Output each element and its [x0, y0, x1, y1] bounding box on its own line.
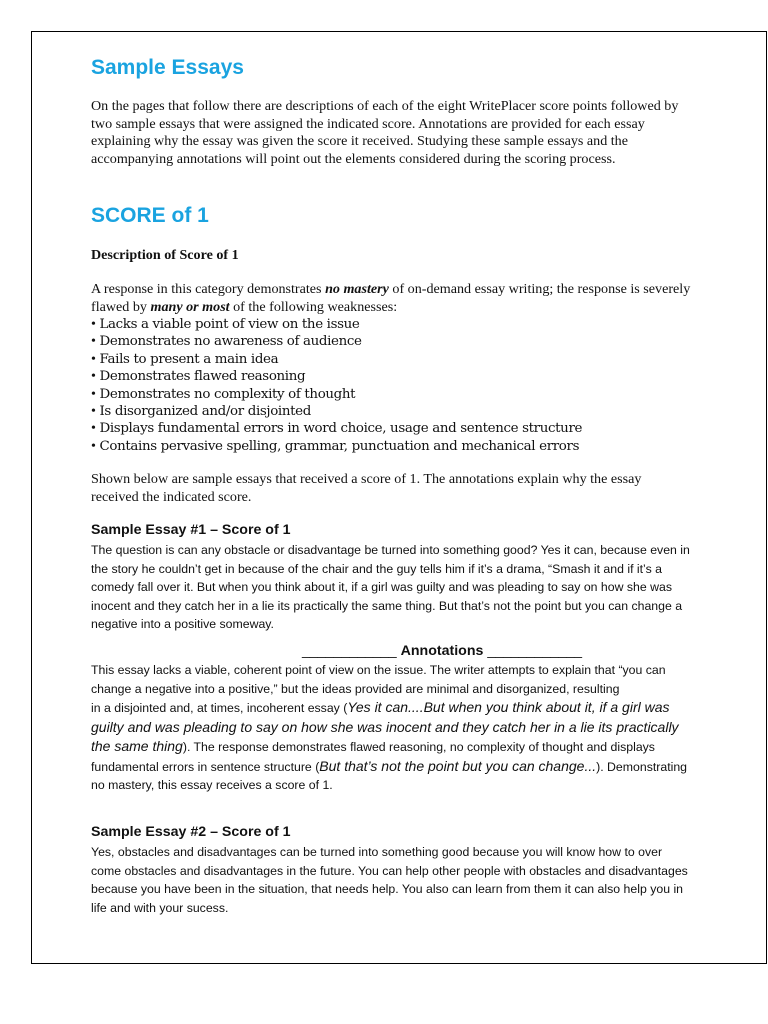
annotations-rule-right: ____________ [487, 643, 583, 659]
bullet-icon: • [91, 369, 96, 385]
annotations-label: Annotations [400, 643, 484, 659]
description-heading: Description of Score of 1 [91, 247, 239, 263]
annotations-rule-left: ____________ [302, 643, 397, 659]
description-emphasis-2: many or most [150, 298, 230, 315]
bullet-icon: • [91, 438, 96, 454]
document-page [31, 31, 767, 964]
shown-below-paragraph: Shown below are sample essays that received a score of 1. The annotations explain why the essay received the indicated score. [91, 471, 642, 505]
bullet-icon: • [91, 386, 96, 402]
annotation-text [91, 661, 691, 795]
page-title: Sample Essays [91, 56, 244, 79]
essay1-text: The question is can any obstacle or disadvantage be turned into something good? Yes it can, because even in the story he couldn’t get in because of the chair and the guy tells him if it’s a drama, “Smash it and if it’s a comedy fall over it. But when you think about it, if a girl was guilty and was pleading to say on how she was inocent and they catch her in a lie its practically the same thing. But that’s not the point but you can change a negative into a positive someway. [91, 543, 690, 631]
annotation-quote-1: Yes it can....But when you think about it, if a girl was guilty and was pleading to say on how she was inocent and they catch her in a lie its practically the same thing [91, 699, 679, 754]
annotations-title [302, 643, 582, 659]
annotation-paragraph-1: This essay lacks a viable, coherent point of view on the issue. The writer attempts to explain that “you can change a negative into a positive,” but the ideas provided are minimal and disorganized, resulting [91, 663, 666, 696]
list-item: • Is disorganized and/or disjointed [91, 404, 311, 420]
weakness-list [91, 316, 691, 455]
bullet-icon: • [91, 334, 96, 350]
list-item: • Contains pervasive spelling, grammar, punctuation and mechanical errors [91, 438, 580, 454]
bullet-icon: • [91, 421, 96, 437]
score-heading: SCORE of 1 [91, 204, 209, 227]
bullet-icon: • [91, 317, 96, 332]
list-item: • Displays fundamental errors in word choice, usage and sentence structure [91, 421, 583, 437]
list-item: • Fails to present a main idea [91, 351, 279, 367]
bullet-icon: • [91, 351, 96, 367]
annotation-quote-2: But that’s not the point but you can change... [319, 757, 597, 774]
bullet-icon: • [91, 404, 96, 420]
description-text-3: of the following weaknesses: [229, 298, 398, 315]
intro-paragraph: On the pages that follow there are descriptions of each of the eight WritePlacer score points followed by two sample essays that were assigned the indicated score. Annotations are provided for each essay explaining why the essay was given the score it received. Studying these sample essays and the accompanying annotations will point out the elements considered during the scoring process. [91, 98, 679, 167]
description-block [91, 281, 691, 455]
essay2-title: Sample Essay #2 – Score of 1 [91, 824, 291, 840]
annotation-paragraph-2: in a disjointed and, at times, incoherent essay (Yes it can....But when you think about it, if a girl was guilty and was pleading to say on how she was inocent and they catch her in a lie its practically the same thing). The response demonstrates flawed reasoning, no complexity of thought and displays fundamental errors in sentence structure (But that’s not the point but you can change...). Demonstrating no mastery, this essay receives a score of 1. [91, 699, 688, 792]
list-item: • Demonstrates no complexity of thought [91, 386, 356, 402]
essay2-text: Yes, obstacles and disadvantages can be turned into something good because you will know how to over come obstacles and disadvantages in the future. You can help other people with obstacles and disadvantages because you have been in the situation, that needs help. You also can learn from them it can also help you in life and with your sucess. [91, 845, 688, 915]
list-item: • Lacks a viable point of view on the issue [91, 317, 360, 332]
list-item: • Demonstrates flawed reasoning [91, 369, 306, 385]
description-emphasis-1: no mastery [325, 281, 389, 297]
list-item: • Demonstrates no awareness of audience [91, 334, 362, 350]
description-text-2: of on-demand essay writing; the response is severely flawed by [91, 281, 691, 315]
description-text-1: A response in this category demonstrates [91, 281, 326, 297]
essay1-title: Sample Essay #1 – Score of 1 [91, 522, 291, 538]
